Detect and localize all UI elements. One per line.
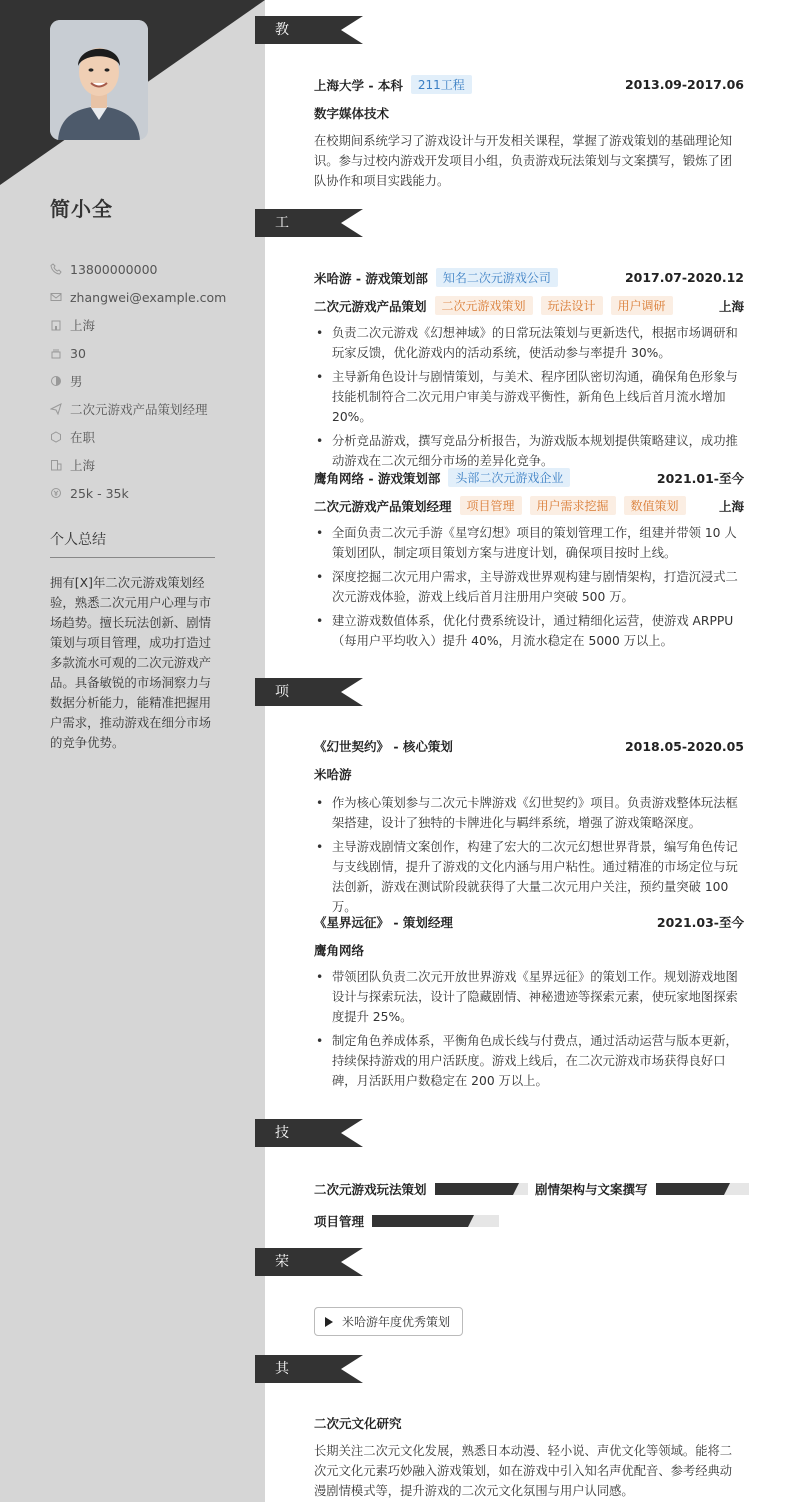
other-description: 长期关注二次元文化发展，熟悉日本动漫、轻小说、声优文化等领域。能将二次元文化元素巧妙融入游戏策划，如在游戏中引入知名声优配音、参考经典动漫剧情模式等，提升游戏的二次元文化氛围与用户认同感。 [314,1444,733,1498]
job-header [314,468,744,487]
bullet-item: • 作为核心策划参与二次元卡牌游戏《幻世契约》项目。负责游戏整体玩法框架搭建，设计了独特的卡牌进化与羁绊系统，增强了游戏策略深度。 [314,793,744,833]
project-org-row [314,765,744,783]
phone-icon [50,263,62,275]
contact-info-value: 在职 [70,430,96,445]
other-heading-row [314,1414,744,1432]
skill-bar [372,1215,499,1227]
skill-tag: 用户需求挖掘 [530,496,616,515]
skill-tag: 二次元游戏策划 [435,296,533,315]
contact-info-value: 25k - 35k [70,485,129,501]
skill-level-fill [656,1183,730,1195]
award-label: 米哈游年度优秀策划 [342,1315,451,1329]
project-date: 2021.03-至今 [656,915,744,930]
avatar [50,20,148,140]
other-heading: 二次元文化研究 [314,1416,402,1431]
bullet-item: • 深度挖掘二次元用户需求，主导游戏世界观构建与剧情架构，打造沉浸式二次元游戏体验，游戏上线后首月注册用户突破 500 万。 [314,567,744,607]
job-city: 上海 [718,498,744,514]
job-role: 二次元游戏产品策划经理 [314,498,452,514]
job-date: 2017.07-2020.12 [624,270,744,285]
school-tag: 211工程 [411,75,472,94]
contact-info-item [50,367,226,395]
gender-icon [50,375,62,387]
skill-name: 剧情架构与文案撰写 [535,1182,648,1197]
skill-tag: 玩法设计 [541,296,603,315]
company-tag: 知名二次元游戏公司 [436,268,558,287]
skill-level-fill [372,1215,474,1227]
contact-info-value: 二次元游戏产品策划经理 [70,402,208,417]
education-major-row [314,104,744,122]
job-role: 二次元游戏产品策划 [314,298,427,314]
contact-info-item [50,255,226,283]
contact-info-item [50,283,226,311]
bullet-item: • 主导新角色设计与剧情策划，与美术、程序团队密切沟通，确保角色形象与技能机制符合二次元用户审美与游戏平衡性，新角色上线后首月流水增加 20%。 [314,367,744,427]
company-name: 米哈游 - 游戏策划部 [314,270,428,286]
award-item [314,1307,463,1336]
send-icon [50,403,62,415]
contact-info-item [50,479,226,507]
skill-bar [656,1183,749,1195]
skill-item [535,1180,749,1198]
contact-info-value: 30 [70,345,86,361]
project-org: 米哈游 [314,767,352,782]
status-icon [50,431,62,443]
education-date: 2013.09-2017.06 [624,77,744,92]
email-icon [50,291,62,303]
company-name: 鹰角网络 - 游戏策划部 [314,470,441,486]
major: 数字媒体技术 [314,106,390,121]
contact-info-item [50,339,226,367]
job-date: 2021.01-至今 [656,470,744,486]
building-icon [50,459,62,471]
project-bullets [314,793,744,921]
job-role-row [314,496,744,515]
bullet-item: • 制定角色养成体系，平衡角色成长线与付费点，通过活动运营与版本更新，持续保持游戏的用户活跃度。游戏上线后，在二次元游戏市场获得良好口碑，月活跃用户数稳定在 200 万以上。 [314,1031,744,1091]
main-content: 教育经历 上海大学 - 本科 211工程 2013.09-2017.06 数字媒体技术 在校期间系统学习了游戏设计与开发相关课程，掌握了游戏策划的基础理论知识。参与过校内游戏开发项目小组，负责游戏玩法策划与文案撰写，锻炼了团队协作和项目实践能力。 工作经历 米哈游 - 游戏策划部 知名二次元游戏公司 2017.07-2020.12 二次元游戏产品策划 二次元游戏策划 玩法设计 用户调研 上海 • 负责二次元游戏《幻想神域》的日常玩法策划与更新迭代，根据市场调研和玩家反馈，优化游戏内的活动系统，使活动参与率提升 30%。 • 主导新角色设计与剧情策划，与美术、程序团队密切沟通，确保角色形象与技能机制符合二次元用户审美与游戏平衡性，新角色上线后首月流水增加 20%。 • 分析竞品游戏，撰写竞品分析报告，为游戏版本规划提供策略建议，成功推动游戏在二次元细分市场的差异化竞争。 鹰角网络 - 游戏策划部 头部二次元游戏企业 2021.01-至今 二次元游戏产品策划经理 项目管理 用户需求挖掘 数值策划 上海 • 全面负责二次元手游《星穹幻想》项目的策划管理工作，组建并带领 10 人策划团队，制定项目策划方案与进度计划，确保项目按时上线。 • 深度挖掘二次元用户需求，主导游戏世界观构建与剧情架构，打造沉浸式二次元游戏体验，游戏上线后首月注册用户突破 500 万。 • 建立游戏数值体系，优化付费系统设计，通过精细化运营，使游戏 ARPPU（每用户平均收入）提升 40%，月流水稳定在 5000 万以上。 项目经历 《幻世契约》 - 核心策划 2018.05-2020.05 米哈游 • 作为核心策划参与二次元卡牌游戏《幻世契约》项目。负责游戏整体玩法框架搭建，设计了独特的卡牌进化与羁绊系统，增强了游戏策略深度。 • 主导游戏剧情文案创作，构建了宏大的二次元幻想世界背景，编写角色传记与支线剧情，提升了游戏的文化内涵与用户粘性。通过精准的市场定位与玩法创新，游戏在测试阶段就获得了大量二次元用户关注，预约量突破 100 万。 《星界远征》 - 策划经理 2021.03-至今 鹰角网络 • 带领团队负责二次元开放世界游戏《星界远征》的策划工作。规划游戏地图设计与探索玩法，设计了隐藏剧情、神秘遗迹等探索元素，使玩家地图探索度提升 25%。 • 制定角色养成体系，平衡角色成长线与付费点，通过活动运营与版本更新，持续保持游戏的用户活跃度。游戏上线后，在二次元游戏市场获得良好口碑，月活跃用户数稳定在 200 万以上。 技能专长 二次元游戏玩法策划 剧情架构与文案撰写 项目管理 荣誉奖项 米哈游年度优秀策划 其他信息 二次元文化研究 长期关注二次元文化发展，熟悉日本动漫、轻小说、声优文化等领域。能将二次元文化元素巧妙融入游戏策划，如在游戏中引入知名声优配音、参考经典动漫剧情模式等，提升游戏的二次元文化氛围与用户认同感。 [265,0,794,1502]
skill-level-fill [435,1183,519,1195]
job-header [314,268,744,287]
school-name: 上海大学 - 本科 [314,77,403,93]
project-bullets [314,967,744,1095]
contact-info-item [50,395,226,423]
job-city: 上海 [718,298,744,314]
project-header [314,913,744,931]
play-icon [325,1317,333,1327]
summary-text: 拥有[X]年二次元游戏策划经验，熟悉二次元用户心理与市场趋势。擅长玩法创新、剧情策划与项目管理，成功打造过多款流水可观的二次元游戏产品。具备敏锐的市场洞察力与数据分析能力，能精准把握用户需求，推动游戏在细分市场的竞争优势。 [50,575,212,750]
skill-name: 项目管理 [314,1214,365,1229]
contact-info-value: 男 [70,374,83,389]
contact-info-item [50,311,226,339]
project-org-row [314,941,744,959]
skill-bar [435,1183,528,1195]
age-icon [50,347,62,359]
contact-info-value: zhangwei@example.com [70,289,227,305]
contact-info-value: 上海 [70,318,96,333]
bullet-item: • 建立游戏数值体系，优化付费系统设计，通过精细化运营，使游戏 ARPPU（每用户平均收入）提升 40%，月流水稳定在 5000 万以上。 [314,611,744,651]
contact-info-item [50,451,226,479]
contact-info-value: 13800000000 [70,261,158,277]
job-role-row [314,296,744,315]
bullet-item: • 负责二次元游戏《幻想神域》的日常玩法策划与更新迭代，根据市场调研和玩家反馈，优化游戏内的活动系统，使活动参与率提升 30%。 [314,323,744,363]
skill-name: 二次元游戏玩法策划 [314,1182,427,1197]
project-name: 《星界远征》 - 策划经理 [314,915,453,930]
bullet-item: • 带领团队负责二次元开放世界游戏《星界远征》的策划工作。规划游戏地图设计与探索玩法，设计了隐藏剧情、神秘遗迹等探索元素，使玩家地图探索度提升 25%。 [314,967,744,1027]
summary-title: 个人总结 [50,529,215,558]
skill-tag: 项目管理 [460,496,522,515]
project-header [314,737,744,755]
education-header [314,75,744,94]
candidate-name: 简小全 [50,197,113,221]
bullet-item: • 分析竞品游戏，撰写竞品分析报告，为游戏版本规划提供策略建议，成功推动游戏在二次元细分市场的差异化竞争。 [314,431,744,471]
job-bullets [314,523,744,655]
project-org: 鹰角网络 [314,943,365,958]
sidebar [0,0,265,1502]
bullet-item: • 全面负责二次元手游《星穹幻想》项目的策划管理工作，组建并带领 10 人策划团队，制定项目策划方案与进度计划，确保项目按时上线。 [314,523,744,563]
skill-tag: 用户调研 [611,296,673,315]
skill-tag: 数值策划 [624,496,686,515]
contact-info-item [50,423,226,451]
company-tag: 头部二次元游戏企业 [448,468,570,487]
location-icon [50,319,62,331]
education-description: 在校期间系统学习了游戏设计与开发相关课程，掌握了游戏策划的基础理论知识。参与过校内游戏开发项目小组，负责游戏玩法策划与文案撰写，锻炼了团队协作和项目实践能力。 [314,134,733,188]
project-date: 2018.05-2020.05 [624,738,744,754]
salary-icon [50,487,62,499]
contact-info-list [50,255,226,507]
skill-item [314,1212,499,1230]
contact-info-value: 上海 [70,458,96,473]
bullet-item: • 主导游戏剧情文案创作，构建了宏大的二次元幻想世界背景，编写角色传记与支线剧情，提升了游戏的文化内涵与用户粘性。通过精准的市场定位与玩法创新，游戏在测试阶段就获得了大量二次元用户关注，预约量突破 100 万。 [314,837,744,917]
skill-item [314,1180,528,1198]
project-name: 《幻世契约》 - 核心策划 [314,739,453,754]
job-bullets [314,323,744,475]
